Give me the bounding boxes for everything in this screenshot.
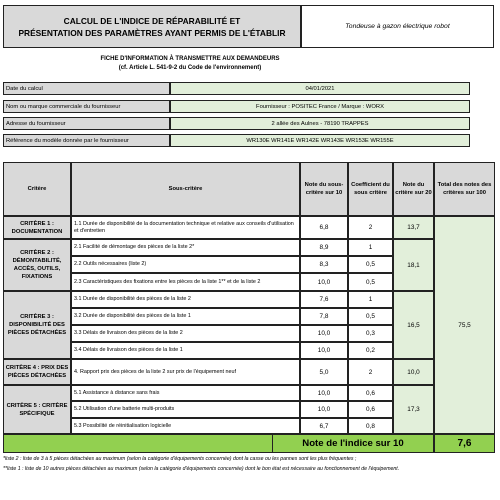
subcriterion-5-3: 5.3 Possibilité de réinitialisation logicielle [71,418,300,434]
info-value-date: 04/01/2021 [170,82,470,95]
info-label-reference: Référence du modèle donnée par le fournisseur [3,134,170,147]
note-5-1: 10,0 [300,385,348,401]
note-2-3: 10,0 [300,273,348,291]
header-total: Total des notes des critères sur 100 [434,162,495,216]
subcriterion-2-1: 2.1 Facilité de démontage des pièces de la liste 2* [71,239,300,256]
coef-3-3: 0,3 [348,325,393,342]
coef-3-2: 0,5 [348,308,393,325]
final-score-label: Note de l'indice sur 10 [272,434,434,453]
fiche-heading [60,55,320,73]
document-title [3,5,301,48]
coef-5-3: 0,8 [348,418,393,434]
subcriterion-3-4: 3.4 Délais de livraison des pièces de la liste 1 [71,342,300,359]
coef-1-1: 2 [348,216,393,239]
info-label-address: Adresse du fournisseur [3,117,170,130]
note-2-1: 8,9 [300,239,348,256]
criterion-3: CRITÈRE 3 : DISPONIBILITÉ DES PIÈCES DÉTACHÉES [3,291,71,359]
note-3-1: 7,6 [300,291,348,308]
coef-2-2: 0,5 [348,256,393,273]
coef-2-3: 0,5 [348,273,393,291]
subcriterion-5-2: 5.2 Utilisation d'une batterie multi-produits [71,401,300,418]
title-line-1: CALCUL DE L'INDICE DE RÉPARABILITÉ ET [63,15,241,26]
header-coefficient: Coefficient du sous critère [348,162,393,216]
subcriterion-2-3: 2.3 Caractéristiques des fixations entre les pièces de la liste 1** et de la liste 2 [71,273,300,291]
header-critere: Critère [3,162,71,216]
note-4: 5,0 [300,359,348,385]
note-5-3: 6,7 [300,418,348,434]
coef-3-1: 1 [348,291,393,308]
info-value-address: 2 allée des Aulnes - 78190 TRAPPES [170,117,470,130]
coef-5-1: 0,6 [348,385,393,401]
coef-4: 2 [348,359,393,385]
final-score-value: 7,6 [434,434,495,453]
coef-3-4: 0,2 [348,342,393,359]
note-5-2: 10,0 [300,401,348,418]
header-note-critere: Note du critère sur 20 [393,162,434,216]
fiche-line-1: FICHE D'INFORMATION À TRANSMETTRE AUX DEMANDEURS [100,56,280,62]
criterion-1: CRITÈRE 1 : DOCUMENTATION [3,216,71,239]
info-value-supplier: Fournisseur : POSITEC France / Marque : WORX [170,100,470,113]
criterion-3-note: 16,5 [393,291,434,359]
info-value-reference: WR130E WR141E WR142E WR143E WR153E WR155E [170,134,470,147]
criterion-2-note: 18,1 [393,239,434,291]
subcriterion-5-1: 5.1 Assistance à distance sans frais [71,385,300,401]
criterion-4-note: 10,0 [393,359,434,385]
subcriterion-3-2: 3.2 Durée de disponibilité des pièces de la liste 1 [71,308,300,325]
note-1-1: 6,8 [300,216,348,239]
criterion-4: CRITÈRE 4 : PRIX DES PIÈCES DÉTACHÉES [3,359,71,385]
header-note-sous-critere: Note du sous-critère sur 10 [300,162,348,216]
footnote-list-1: **liste 1 : liste de 10 autres pièces détachées au maximum (selon la catégorie d'équipements concernée) dont le bon état est nécessaire au fonctionnement de l'équipement. [3,466,400,472]
note-3-2: 7,8 [300,308,348,325]
subcriterion-4: 4. Rapport prix des pièces de la liste 2 sur prix de l'équipement neuf [71,359,300,385]
subcriterion-3-1: 3.1 Durée de disponibilité des pièces de la liste 2 [71,291,300,308]
footnote-list-2: *liste 2 : liste de 3 à 5 pièces détachées au maximum (selon la catégorie d'équipements concernée) dont la casse ou les pannes sont les plus fréquentes ; [3,456,357,462]
subcriterion-2-2: 2.2 Outils nécessaires (liste 2) [71,256,300,273]
note-2-2: 8,3 [300,256,348,273]
info-label-supplier: Nom ou marque commerciale du fournisseur [3,100,170,113]
coef-2-1: 1 [348,239,393,256]
criterion-5: CRITÈRE 5 : CRITÈRE SPÉCIFIQUE [3,385,71,434]
total-score: 75,5 [434,216,495,434]
coef-5-2: 0,6 [348,401,393,418]
criterion-1-note: 13,7 [393,216,434,239]
criterion-5-note: 17,3 [393,385,434,434]
info-label-date: Date du calcul [3,82,170,95]
subcriterion-1-1: 1.1 Durée de disponibilité de la documentation technique et relative aux conseils d'utilisation et d'entretien [71,216,300,239]
fiche-line-2: (cf. Article L. 541-9-2 du Code de l'environnement) [118,65,262,71]
product-type: Tondeuse à gazon électrique robot [301,5,494,48]
note-3-4: 10,0 [300,342,348,359]
title-line-2: PRÉSENTATION DES PARAMÈTRES AYANT PERMIS DE L'ÉTABLIR [18,27,286,38]
note-3-3: 10,0 [300,325,348,342]
criterion-2: CRITÈRE 2 : DÉMONTABILITÉ, ACCÈS, OUTILS, FIXATIONS [3,239,71,291]
subcriterion-3-3: 3.3 Délais de livraison des pièces de la liste 2 [71,325,300,342]
header-sous-critere: Sous-critère [71,162,300,216]
